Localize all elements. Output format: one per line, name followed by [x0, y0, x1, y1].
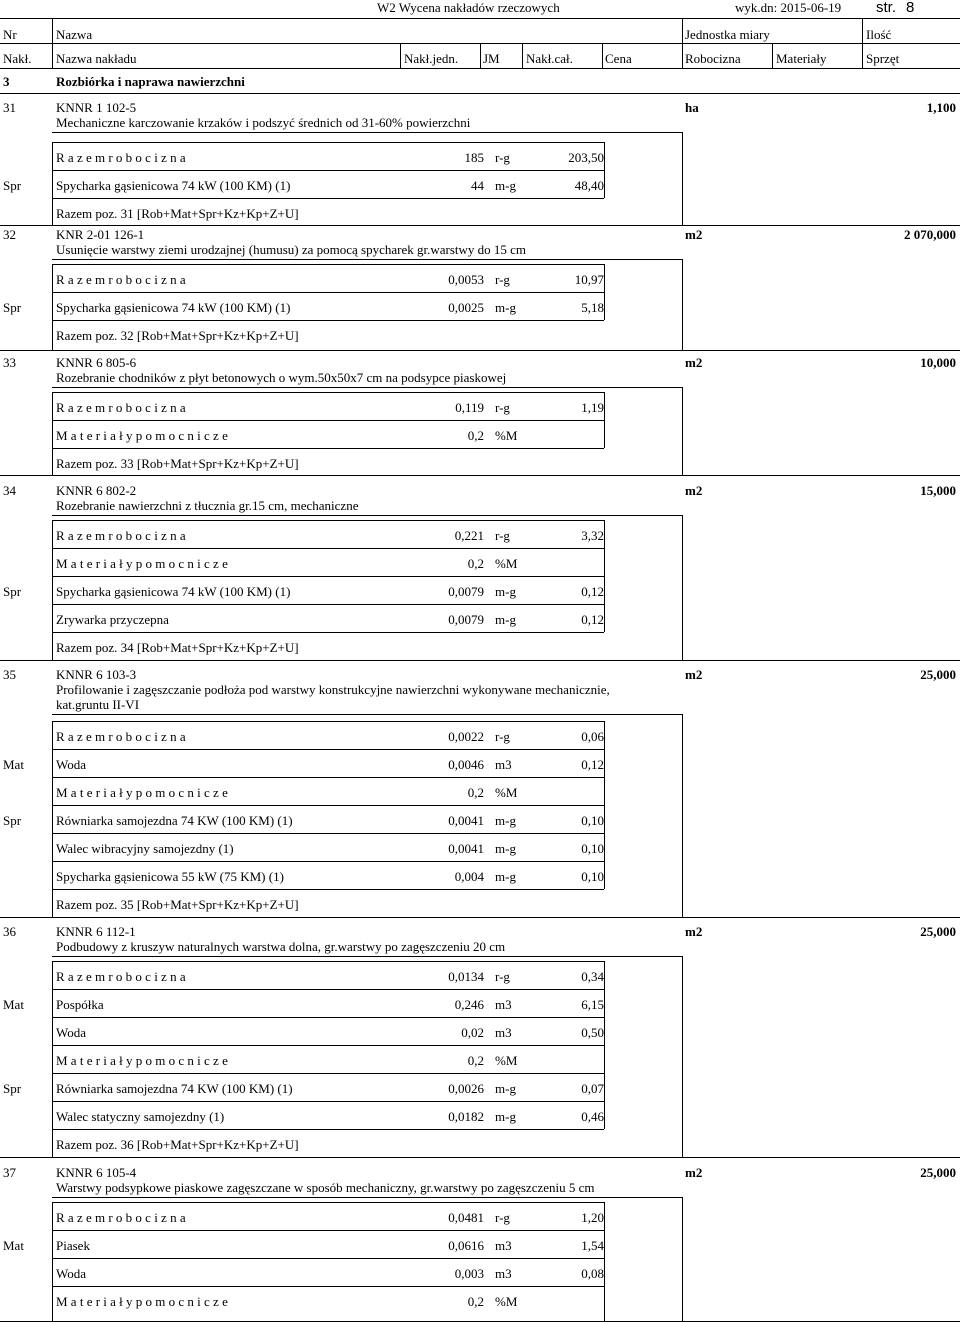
resource-unit: %M — [495, 556, 518, 571]
item-separator — [0, 1157, 960, 1158]
resource-total: 3,32 — [581, 528, 604, 543]
row-rule — [52, 392, 604, 393]
resource-name: Woda — [56, 1025, 86, 1040]
col-header-nazwa: Nazwa — [56, 27, 93, 42]
resource-unit: %M — [495, 1294, 518, 1309]
resource-total: 48,40 — [574, 178, 604, 193]
row-rule — [52, 777, 604, 778]
resource-norm: 185 — [464, 150, 484, 165]
row-rule — [52, 320, 604, 321]
header-col-divider — [400, 43, 401, 68]
row-rule — [52, 961, 604, 962]
resource-type: Mat — [3, 757, 24, 772]
resource-norm: 0,2 — [467, 1053, 484, 1068]
row-rule — [52, 170, 604, 171]
item-sum-label: Razem poz. 36 [Rob+Mat+Spr+Kz+Kp+Z+U] — [56, 1137, 299, 1152]
header-rule-bottom — [0, 68, 960, 69]
item-rule — [52, 714, 682, 715]
item-description: Rozebranie nawierzchni z tłucznia gr.15 cm, mechaniczne — [56, 498, 359, 513]
resource-norm: 0,2 — [467, 1294, 484, 1309]
header-col-divider — [682, 18, 683, 68]
resource-norm: 0,0079 — [448, 584, 484, 599]
row-rule — [52, 576, 604, 577]
resource-unit: %M — [495, 785, 518, 800]
document-date: wyk.dn: 2015-06-19 — [735, 0, 842, 15]
column-divider — [604, 961, 605, 1129]
resource-norm: 0,0041 — [448, 841, 484, 856]
resource-unit: m3 — [495, 1025, 512, 1040]
resource-unit: m3 — [495, 757, 512, 772]
resource-name: Spycharka gąsienicowa 55 kW (75 KM) (1) — [56, 869, 284, 884]
resource-name: R a z e m r o b o c i z n a — [56, 400, 186, 415]
col-header-cena: Cena — [605, 51, 632, 66]
resource-norm: 0,119 — [455, 400, 484, 415]
resource-name: R a z e m r o b o c i z n a — [56, 528, 186, 543]
row-rule — [52, 198, 604, 199]
resource-unit: m-g — [495, 300, 516, 315]
resource-total: 0,07 — [581, 1081, 604, 1096]
resource-total: 0,12 — [581, 612, 604, 627]
item-unit: m2 — [685, 1165, 703, 1180]
resource-name: Woda — [56, 757, 86, 772]
resource-type: Spr — [3, 300, 22, 315]
row-rule — [52, 548, 604, 549]
row-rule — [52, 420, 604, 421]
column-divider — [604, 1202, 605, 1321]
item-unit: m2 — [685, 355, 703, 370]
column-divider — [604, 264, 605, 320]
resource-total: 0,10 — [581, 841, 604, 856]
item-separator — [0, 475, 960, 476]
resource-name: R a z e m r o b o c i z n a — [56, 1210, 186, 1225]
resource-norm: 0,003 — [454, 1266, 484, 1281]
resource-name: Zrywarka przyczepna — [56, 612, 169, 627]
resource-total: 0,34 — [581, 969, 604, 984]
item-unit: m2 — [685, 667, 703, 682]
resource-norm: 0,0134 — [448, 969, 484, 984]
resource-unit: r-g — [495, 400, 510, 415]
resource-name: M a t e r i a ł y p o m o c n i c z e — [56, 556, 228, 571]
resource-unit: r-g — [495, 1210, 510, 1225]
resource-unit: m-g — [495, 612, 516, 627]
resource-total: 6,15 — [581, 997, 604, 1012]
row-rule — [52, 604, 604, 605]
column-divider — [604, 721, 605, 889]
document-title: W2 Wycena nakładów rzeczowych — [377, 0, 560, 15]
resource-unit: m-g — [495, 584, 516, 599]
resource-name: Pospółka — [56, 997, 104, 1012]
row-rule — [52, 833, 604, 834]
row-rule — [52, 1129, 604, 1130]
resource-type: Spr — [3, 1081, 22, 1096]
item-unit: m2 — [685, 924, 703, 939]
resource-norm: 0,0079 — [448, 612, 484, 627]
section-number: 3 — [3, 74, 10, 89]
col-header-nr: Nr — [3, 27, 17, 42]
resource-total: 0,50 — [581, 1025, 604, 1040]
row-rule — [52, 142, 604, 143]
column-divider — [604, 142, 605, 198]
section-rule — [0, 93, 960, 94]
resource-name: Walec wibracyjny samojezdny (1) — [56, 841, 234, 856]
row-rule — [52, 989, 604, 990]
item-code: KNNR 6 103-3 — [56, 667, 137, 682]
row-rule — [52, 749, 604, 750]
item-description: Warstwy podsypkowe piaskowe zagęszczane w sposób mechaniczny, gr.warstwy po zagęszczeniu 5 cm — [56, 1180, 595, 1195]
row-rule — [52, 1073, 604, 1074]
column-divider — [682, 714, 683, 917]
column-divider — [682, 132, 683, 225]
row-rule — [52, 520, 604, 521]
column-divider — [52, 721, 53, 917]
resource-total: 0,46 — [581, 1109, 604, 1124]
item-code: KNNR 1 102-5 — [56, 100, 137, 115]
row-rule — [52, 805, 604, 806]
col-header-jednostka: Jednostka miary — [685, 27, 770, 42]
col-header-materialy: Materiały — [776, 51, 827, 66]
item-quantity: 25,000 — [920, 1165, 956, 1180]
header-col-divider — [480, 43, 481, 68]
resource-norm: 44 — [471, 178, 484, 193]
resource-norm: 0,004 — [454, 869, 484, 884]
column-divider — [682, 515, 683, 660]
resource-unit: r-g — [495, 150, 510, 165]
item-code: KNR 2-01 126-1 — [56, 227, 145, 242]
resource-name: R a z e m r o b o c i z n a — [56, 272, 186, 287]
item-code: KNNR 6 802-2 — [56, 483, 137, 498]
item-rule — [52, 956, 682, 957]
row-rule — [52, 1101, 604, 1102]
item-description: kat.gruntu II-VI — [56, 697, 140, 712]
column-divider — [52, 264, 53, 350]
resource-type: Spr — [3, 584, 22, 599]
resource-name: Walec statyczny samojezdny (1) — [56, 1109, 225, 1124]
item-rule — [52, 1197, 682, 1198]
item-unit: ha — [685, 100, 699, 115]
resource-norm: 0,0481 — [448, 1210, 484, 1225]
resource-norm: 0,0182 — [448, 1109, 484, 1124]
resource-norm: 0,0616 — [448, 1238, 484, 1253]
resource-unit: r-g — [495, 272, 510, 287]
col-header-nakl-cal: Nakł.cał. — [526, 51, 573, 66]
column-divider — [52, 392, 53, 475]
item-unit: m2 — [685, 227, 703, 242]
resource-name: Spycharka gąsienicowa 74 kW (100 KM) (1) — [56, 300, 291, 315]
resource-unit: m-g — [495, 841, 516, 856]
resource-total: 1,19 — [581, 400, 604, 415]
row-rule — [52, 292, 604, 293]
row-rule — [52, 1258, 604, 1259]
resource-unit: m3 — [495, 1238, 512, 1253]
row-rule — [52, 1045, 604, 1046]
resource-unit: %M — [495, 428, 518, 443]
item-quantity: 25,000 — [920, 667, 956, 682]
item-sum-label: Razem poz. 31 [Rob+Mat+Spr+Kz+Kp+Z+U] — [56, 206, 299, 221]
resource-type: Mat — [3, 997, 24, 1012]
column-divider — [604, 520, 605, 632]
resource-name: M a t e r i a ł y p o m o c n i c z e — [56, 1294, 228, 1309]
section-title: Rozbiórka i naprawa nawierzchni — [56, 74, 245, 89]
item-quantity: 10,000 — [920, 355, 956, 370]
header-col-divider — [522, 43, 523, 68]
item-number: 32 — [3, 227, 16, 242]
resource-norm: 0,0046 — [448, 757, 484, 772]
item-number: 36 — [3, 924, 16, 939]
resource-unit: m-g — [495, 869, 516, 884]
resource-norm: 0,2 — [467, 556, 484, 571]
resource-name: Spycharka gąsienicowa 74 kW (100 KM) (1) — [56, 584, 291, 599]
item-number: 31 — [3, 100, 16, 115]
resource-unit: r-g — [495, 528, 510, 543]
resource-total: 0,08 — [581, 1266, 604, 1281]
resource-name: M a t e r i a ł y p o m o c n i c z e — [56, 1053, 228, 1068]
resource-type: Spr — [3, 813, 22, 828]
resource-name: Piasek — [56, 1238, 90, 1253]
item-description: Usunięcie warstwy ziemi urodzajnej (humusu) za pomocą spycharek gr.warstwy do 15 cm — [56, 242, 527, 257]
resource-total: 203,50 — [568, 150, 604, 165]
resource-name: Woda — [56, 1266, 86, 1281]
resource-norm: 0,02 — [461, 1025, 484, 1040]
resource-norm: 0,0026 — [448, 1081, 484, 1096]
resource-unit: m3 — [495, 1266, 512, 1281]
resource-norm: 0,0025 — [448, 300, 484, 315]
resource-total: 0,10 — [581, 813, 604, 828]
resource-norm: 0,0022 — [448, 729, 484, 744]
col-header-nakl: Nakł. — [3, 51, 32, 66]
resource-norm: 0,0053 — [448, 272, 484, 287]
resource-type: Spr — [3, 178, 22, 193]
resource-type: Mat — [3, 1238, 24, 1253]
item-quantity: 1,100 — [926, 100, 956, 115]
header-col-divider — [52, 18, 53, 68]
col-header-nazwa-nakladu: Nazwa nakładu — [56, 51, 137, 66]
item-rule — [52, 387, 682, 388]
header-rule-top — [0, 18, 960, 19]
row-rule — [52, 448, 604, 449]
resource-unit: m-g — [495, 1081, 516, 1096]
item-number: 37 — [3, 1165, 16, 1180]
row-rule — [52, 861, 604, 862]
resource-total: 0,12 — [581, 757, 604, 772]
resource-unit: m-g — [495, 178, 516, 193]
resource-name: R a z e m r o b o c i z n a — [56, 150, 186, 165]
resource-norm: 0,2 — [467, 428, 484, 443]
row-rule — [52, 721, 604, 722]
row-rule — [52, 1230, 604, 1231]
row-rule — [52, 1017, 604, 1018]
item-rule — [52, 515, 682, 516]
column-divider — [682, 259, 683, 350]
row-rule — [52, 1202, 604, 1203]
item-sum-label: Razem poz. 34 [Rob+Mat+Spr+Kz+Kp+Z+U] — [56, 640, 299, 655]
resource-norm: 0,0041 — [448, 813, 484, 828]
header-col-divider — [862, 18, 863, 68]
item-number: 35 — [3, 667, 16, 682]
item-quantity: 15,000 — [920, 483, 956, 498]
column-divider — [682, 956, 683, 1157]
item-description: Podbudowy z kruszyw naturalnych warstwa dolna, gr.warstwy po zagęszczeniu 20 cm — [56, 939, 506, 954]
resource-total: 0,12 — [581, 584, 604, 599]
item-description: Profilowanie i zagęszczanie podłoża pod warstwy konstrukcyjne nawierzchni wykonywane mechanicznie, — [56, 682, 610, 697]
resource-unit: m3 — [495, 997, 512, 1012]
resource-name: Równiarka samojezdna 74 KW (100 KM) (1) — [56, 1081, 293, 1096]
row-rule — [52, 889, 604, 890]
resource-unit: r-g — [495, 729, 510, 744]
column-divider — [52, 142, 53, 225]
resource-unit: m-g — [495, 1109, 516, 1124]
item-quantity: 25,000 — [920, 924, 956, 939]
resource-name: Spycharka gąsienicowa 74 kW (100 KM) (1) — [56, 178, 291, 193]
resource-unit: r-g — [495, 969, 510, 984]
col-header-jm: JM — [483, 51, 500, 66]
item-rule — [52, 132, 682, 133]
item-sum-label: Razem poz. 35 [Rob+Mat+Spr+Kz+Kp+Z+U] — [56, 897, 299, 912]
item-unit: m2 — [685, 483, 703, 498]
item-separator — [0, 225, 960, 226]
column-divider — [52, 520, 53, 660]
resource-total: 0,10 — [581, 869, 604, 884]
resource-name: Równiarka samojezdna 74 KW (100 KM) (1) — [56, 813, 293, 828]
page-label: str. — [876, 0, 897, 16]
row-rule — [52, 264, 604, 265]
item-number: 33 — [3, 355, 16, 370]
col-header-nakl-jedn: Nakł.jedn. — [404, 51, 459, 66]
resource-name: R a z e m r o b o c i z n a — [56, 729, 186, 744]
column-divider — [604, 392, 605, 448]
resource-norm: 0,2 — [467, 785, 484, 800]
resource-name: R a z e m r o b o c i z n a — [56, 969, 186, 984]
resource-norm: 0,246 — [454, 997, 484, 1012]
resource-total: 10,97 — [574, 272, 604, 287]
header-col-divider — [772, 43, 773, 68]
row-rule — [52, 1286, 604, 1287]
resource-unit: %M — [495, 1053, 518, 1068]
item-code: KNNR 6 105-4 — [56, 1165, 137, 1180]
item-sum-label: Razem poz. 33 [Rob+Mat+Spr+Kz+Kp+Z+U] — [56, 456, 299, 471]
resource-total: 0,06 — [581, 729, 604, 744]
item-separator — [0, 350, 960, 351]
resource-name: M a t e r i a ł y p o m o c n i c z e — [56, 785, 228, 800]
resource-total: 5,18 — [581, 300, 604, 315]
resource-total: 1,20 — [581, 1210, 604, 1225]
item-code: KNNR 6 805-6 — [56, 355, 137, 370]
col-header-ilosc: Ilość — [866, 27, 892, 42]
item-code: KNNR 6 112-1 — [56, 924, 136, 939]
item-sum-label: Razem poz. 32 [Rob+Mat+Spr+Kz+Kp+Z+U] — [56, 328, 299, 343]
row-rule — [52, 632, 604, 633]
item-number: 34 — [3, 483, 16, 498]
resource-norm: 0,221 — [454, 528, 484, 543]
item-quantity: 2 070,000 — [904, 227, 956, 242]
item-separator — [0, 660, 960, 661]
resource-total: 1,54 — [581, 1238, 604, 1253]
column-divider — [52, 961, 53, 1157]
col-header-robocizna: Robocizna — [685, 51, 741, 66]
item-description: Rozebranie chodników z płyt betonowych o wym.50x50x7 cm na podsypce piaskowej — [56, 370, 507, 385]
resource-name: M a t e r i a ł y p o m o c n i c z e — [56, 428, 228, 443]
item-separator — [0, 917, 960, 918]
header-col-divider — [602, 43, 603, 68]
col-header-sprzet: Sprzęt — [866, 51, 900, 66]
column-divider — [682, 387, 683, 475]
page-number: 8 — [906, 0, 915, 16]
column-divider — [52, 1202, 53, 1321]
item-rule — [52, 259, 682, 260]
resource-unit: m-g — [495, 813, 516, 828]
column-divider — [682, 1197, 683, 1321]
item-description: Mechaniczne karczowanie krzaków i podszyć średnich od 31-60% powierzchni — [56, 115, 471, 130]
